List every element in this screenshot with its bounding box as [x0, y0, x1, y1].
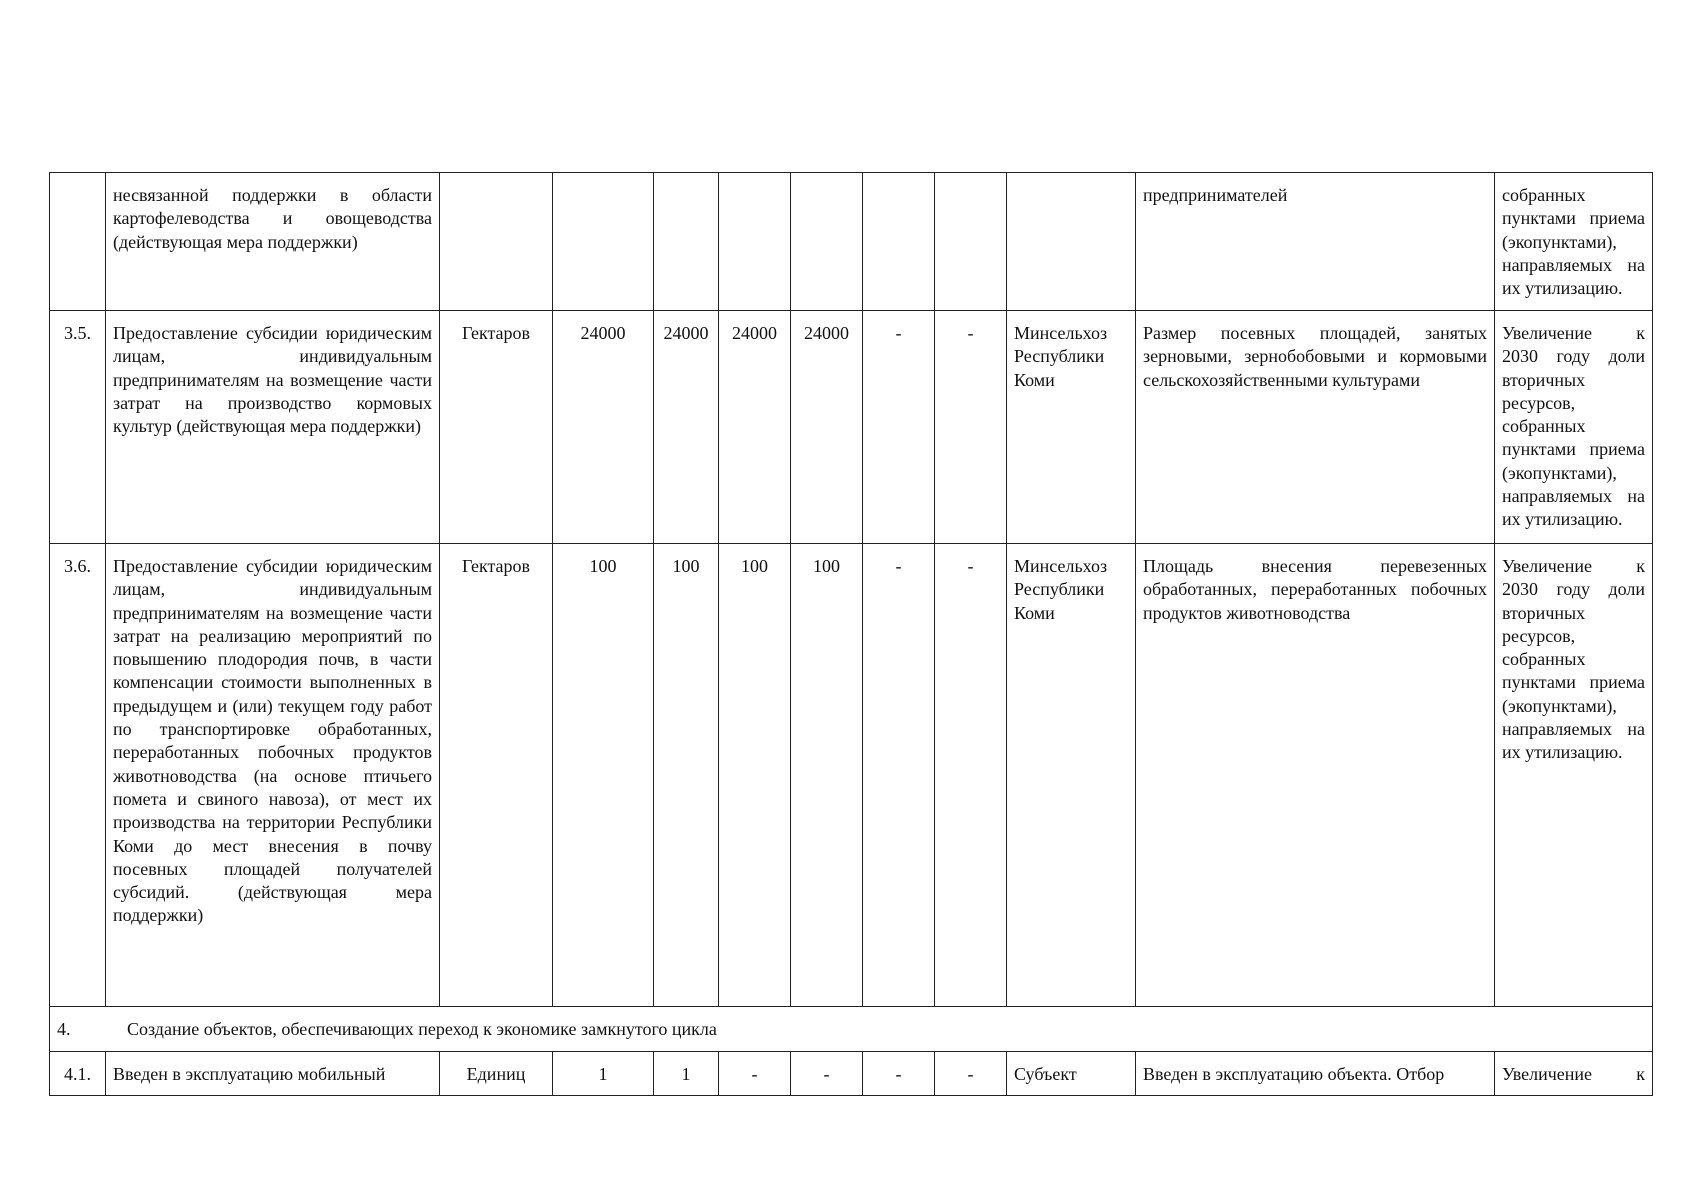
unit-cell: Гектаров — [440, 544, 553, 1007]
measure-name: несвязанной поддержки в области картофелеводства и овощеводства (действующая мера поддержки) — [106, 173, 440, 311]
value-cell: 1 — [654, 1052, 719, 1096]
value-cell: 24000 — [553, 311, 654, 544]
section-number: 4. — [57, 1019, 71, 1039]
value-cell: - — [935, 311, 1007, 544]
measure-name: Предоставление субсидии юридическим лицам, индивидуальным предпринимателям на возмещение части затрат на производство кормовых культур (действующая мера поддержки) — [106, 311, 440, 544]
indicator-cell: Размер посевных площадей, занятых зерновыми, зернобобовыми и кормовыми сельскохозяйственными культурами — [1136, 311, 1495, 544]
value-cell: 1 — [553, 1052, 654, 1096]
responsible-cell: Субъект — [1007, 1052, 1136, 1096]
responsible-cell: Минсельхоз Республики Коми — [1007, 311, 1136, 544]
value-cell: - — [791, 1052, 863, 1096]
measure-name: Предоставление субсидии юридическим лицам, индивидуальным предпринимателям на возмещение части затрат на реализацию мероприятий по повышению плодородия почв, в части компенсации стоимости выполненных в предыдущем и (или) текущем году работ по транспортировке обработанных, переработанных побочных продуктов животноводства (на основе птичьего помета и свиного навоза), от мест их производства на территории Республики Коми до мест внесения в почву посевных площадей получателей субсидий. (действующая мера поддержки) — [106, 544, 440, 1007]
measures-table — [49, 172, 1653, 1096]
value-cell: 24000 — [719, 311, 791, 544]
value-cell — [863, 173, 935, 311]
value-cell: 100 — [553, 544, 654, 1007]
value-cell: - — [935, 1052, 1007, 1096]
value-cell: 100 — [791, 544, 863, 1007]
value-cell — [935, 173, 1007, 311]
unit-cell: Гектаров — [440, 311, 553, 544]
value-cell: - — [935, 544, 1007, 1007]
section-title: Создание объектов, обеспечивающих переход к экономике замкнутого цикла — [127, 1019, 717, 1039]
row-number: 3.6. — [50, 544, 106, 1007]
unit-cell — [440, 173, 553, 311]
section-heading — [50, 1007, 1653, 1052]
value-cell — [553, 173, 654, 311]
value-cell: - — [863, 311, 935, 544]
result-cell: Увеличение к — [1495, 1052, 1653, 1096]
value-cell: 24000 — [791, 311, 863, 544]
row-number: 4.1. — [50, 1052, 106, 1096]
value-cell — [654, 173, 719, 311]
value-cell: - — [863, 1052, 935, 1096]
result-cell: Увеличение к 2030 году доли вторичных ресурсов, собранных пунктами приема (экопунктами), направляемых на их утилизацию. — [1495, 544, 1653, 1007]
value-cell: 100 — [654, 544, 719, 1007]
row-number — [50, 173, 106, 311]
table-row — [50, 311, 1653, 544]
table-row — [50, 544, 1653, 1007]
indicator-cell: Введен в эксплуатацию объекта. Отбор — [1136, 1052, 1495, 1096]
result-cell: собранных пунктами приема (экопунктами), направляемых на их утилизацию. — [1495, 173, 1653, 311]
value-cell — [791, 173, 863, 311]
section-row — [50, 1007, 1653, 1052]
value-cell: - — [863, 544, 935, 1007]
row-number: 3.5. — [50, 311, 106, 544]
indicator-cell: Площадь внесения перевезенных обработанных, переработанных побочных продуктов животноводства — [1136, 544, 1495, 1007]
indicator-cell: предпринимателей — [1136, 173, 1495, 311]
measure-name: Введен в эксплуатацию мобильный — [106, 1052, 440, 1096]
table-row — [50, 1052, 1653, 1096]
responsible-cell: Минсельхоз Республики Коми — [1007, 544, 1136, 1007]
value-cell: - — [719, 1052, 791, 1096]
unit-cell: Единиц — [440, 1052, 553, 1096]
result-cell: Увеличение к 2030 году доли вторичных ресурсов, собранных пунктами приема (экопунктами), направляемых на их утилизацию. — [1495, 311, 1653, 544]
value-cell: 24000 — [654, 311, 719, 544]
value-cell: 100 — [719, 544, 791, 1007]
value-cell — [719, 173, 791, 311]
table-row — [50, 173, 1653, 311]
responsible-cell — [1007, 173, 1136, 311]
